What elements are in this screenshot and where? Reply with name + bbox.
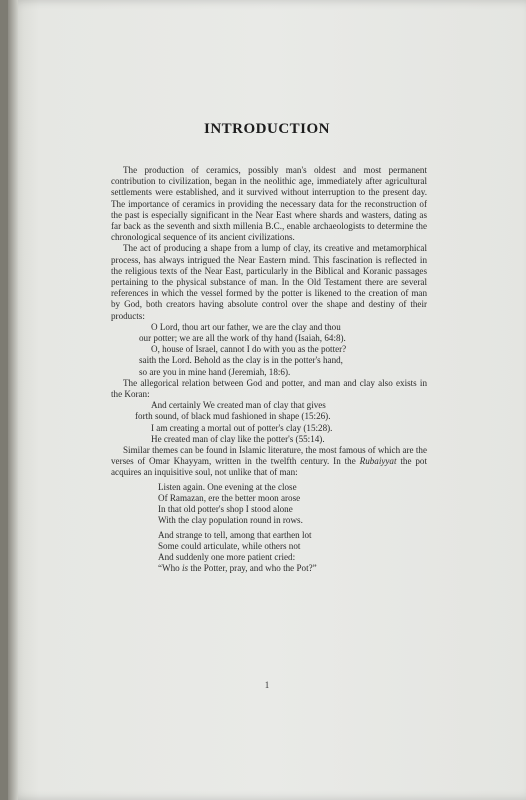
- paragraph-1: The production of ceramics, possibly man's oldest and most permanent contribution to civilization, began in the neolithic age, immediately after agricultural settlements were established, and it survived without interruption to the present day. The importance of ceramics in providing the necessary data for the reconstruction of the past is especially significant in the Near East where shards and wasters, dating as far back as the seventh and sixth millenia B.C., enable archaeologists to determine the chronological sequence of its ancient civilizations.: [111, 165, 427, 243]
- quote-line: saith the Lord. Behold as the clay is in the potter's hand,: [139, 355, 343, 366]
- poem-line: With the clay population round in rows.: [158, 515, 303, 526]
- poem-line: Listen again. One evening at the close: [158, 481, 297, 492]
- quote-line: And certainly We created man of clay that gives: [151, 400, 326, 411]
- paragraph-2: The act of producing a shape from a lump of clay, its creative and metamorphical process, has always intrigued the Near Eastern mind. This fascination is reflected in the religious texts of the Near East, particularly in the Biblical and Koranic passages pertaining to the physical substance of man. In the Old Testament there are several references in which the vessel formed by the potter is likened to the creation of man by God, both creators having absolute control over the shape and destiny of their products:: [111, 243, 427, 321]
- koran-quote: [111, 400, 427, 445]
- poem-line: [158, 563, 427, 574]
- bible-quote: [111, 322, 427, 378]
- quote-line: so are you in mine hand (Jeremiah, 18:6).: [139, 366, 291, 377]
- quote-line: He created man of clay like the potter's (55:14).: [151, 433, 325, 444]
- page-title: INTRODUCTION: [203, 121, 330, 137]
- quote-line: I am creating a mortal out of potter's clay (15:28).: [151, 422, 333, 433]
- poem-line: And suddenly one more patient cried:: [158, 551, 296, 562]
- poem-line: Some could articulate, while others not: [158, 540, 301, 551]
- poem-line-start: “Who: [158, 563, 182, 574]
- page-number: 1: [264, 680, 270, 690]
- quote-line: O, house of Israel, cannot I do with you as the potter?: [151, 344, 347, 355]
- body-text: [111, 165, 427, 574]
- quote-line: forth sound, of black mud fashioned in shape (15:26).: [135, 411, 331, 422]
- paragraph-4-start: Similar themes can be found in Islamic literature, the most famous of which are the verses of Omar Khayyam, written in the twelfth century. In the: [111, 445, 427, 467]
- quote-line: our potter; we are all the work of thy hand (Isaiah, 64:8).: [139, 333, 346, 344]
- paragraph-4: [111, 445, 427, 479]
- poem-line: Of Ramazan, ere the better moon arose: [158, 492, 301, 503]
- quote-line: O Lord, thou art our father, we are the clay and thou: [151, 321, 341, 332]
- poem-line: And strange to tell, among that earthen lot: [158, 529, 312, 540]
- poem-line-italic: is: [182, 563, 189, 574]
- book-page: [8, 0, 526, 800]
- poem-line-end: the Potter, pray, and who the Pot?”: [188, 563, 317, 574]
- paragraph-4-end: the pot acquires an inquisitive soul, not unlike that of man:: [111, 456, 428, 478]
- rubaiyyat-title: Rubaiyyat: [359, 456, 397, 467]
- khayyam-poem: [111, 482, 427, 575]
- paragraph-3: The allegorical relation between God and potter, and man and clay also exists in the Koran:: [111, 377, 427, 400]
- poem-line: In that old potter's shop I stood alone: [158, 504, 293, 515]
